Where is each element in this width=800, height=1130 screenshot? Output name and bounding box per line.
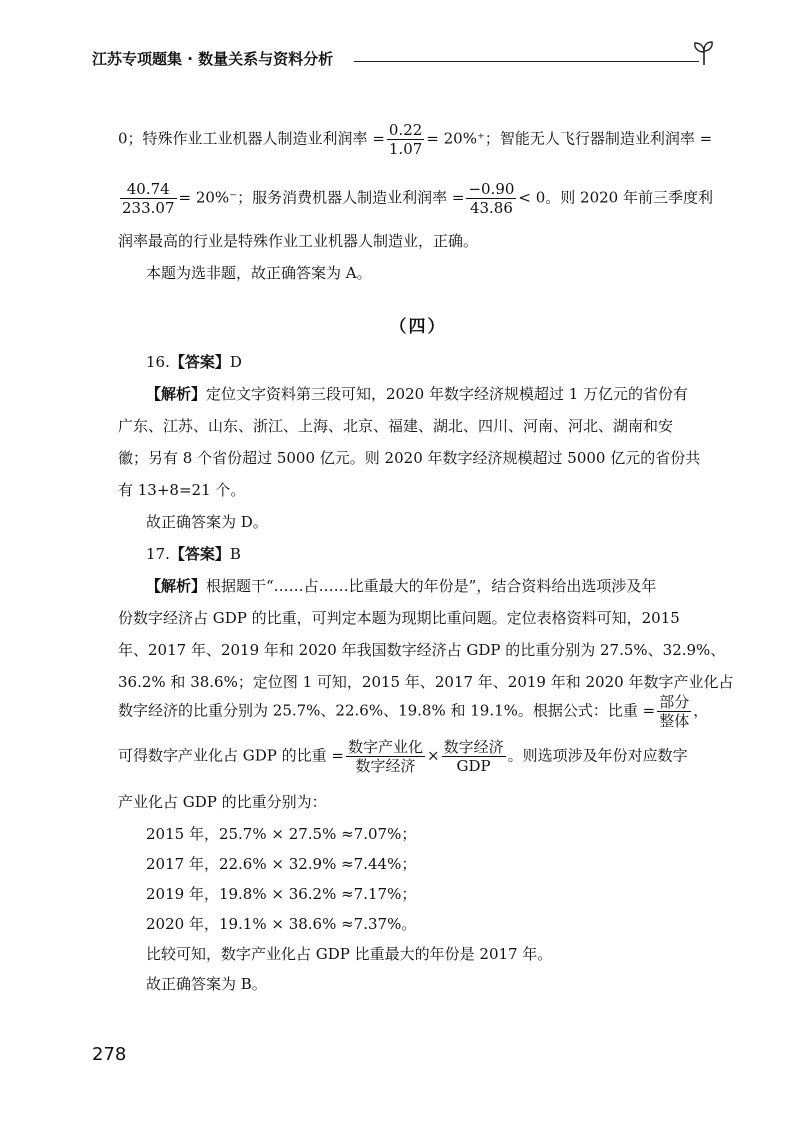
header-rule: [354, 61, 699, 62]
text-line: 故正确答案为 D。: [146, 513, 268, 531]
text-line: 润率最高的行业是特殊作业工业机器人制造业，正确。: [118, 232, 479, 250]
text-line: 徽；另有 8 个省份超过 5000 亿元。则 2020 年数字经济规模超过 5000 亿元的省份共: [118, 449, 701, 467]
text-line: 本题为选非题，故正确答案为 A。: [146, 264, 372, 282]
calc-line: 2015 年，25.7% × 27.5% ≈7.07%；: [146, 825, 417, 843]
fraction: $\frac{0.22}{1.07}$: [388, 121, 423, 158]
text-line: 0；特殊作业工业机器人制造业利润率 = $\frac{0.22}{1.07}$ = 20%⁺；智能无人飞行器制造业利润率 =: [118, 121, 713, 158]
fraction: $\frac{\text{部分}}{\text{整体}}$: [659, 693, 690, 730]
answer-line: 16.【答案】D: [146, 353, 242, 371]
text-line: 广东、江苏、山东、浙江、上海、北京、福建、湖北、四川、河南、河北、湖南和安: [118, 417, 674, 435]
section-heading: （四）: [389, 317, 447, 337]
text-line: 可得数字产业化占 GDP 的比重 = $\frac{\text{数字产业化}}{\text{数字经济}}$ × $\frac{\text{数字经济}}{\text{GDP}}$ 。则选项涉及年份对应数字: [118, 738, 688, 775]
text-line: 比较可知，数字产业化占 GDP 比重最大的年份是 2017 年。: [146, 945, 553, 963]
text-line: 年、2017 年、2019 年和 2020 年我国数字经济占 GDP 的比重分别为 27.5%、32.9%、: [118, 641, 726, 659]
text-line: 产业化占 GDP 的比重分别为：: [118, 793, 327, 811]
answer-line: 17.【答案】B: [146, 545, 241, 563]
fraction: $\frac{\text{数字经济}}{\text{GDP}}$: [443, 738, 504, 775]
text-line: 有 13+8=21 个。: [118, 481, 246, 499]
calc-line: 2020 年，19.1% × 38.6% ≈7.37%。: [146, 915, 417, 933]
analysis-line: 【解析】定位文字资料第三段可知，2020 年数字经济规模超过 1 万亿元的省份有: [146, 385, 689, 403]
header-title: 江苏专项题集 · 数量关系与资料分析: [92, 50, 334, 68]
text-line: 数字经济的比重分别为 25.7%、22.6%、19.8% 和 19.1%。根据公式：比重 = $\frac{\text{部分}}{\text{整体}}$ ，: [118, 693, 709, 730]
fraction: $\frac{\text{数字产业化}}{\text{数字经济}}$: [347, 738, 423, 775]
fraction: $\frac{40.74}{233.07}$: [122, 180, 175, 217]
calc-line: 2017 年，22.6% × 32.9% ≈7.44%；: [146, 855, 417, 873]
page-number: 278: [92, 1044, 127, 1065]
text-line: $\frac{40.74}{233.07}$ = 20%⁻；服务消费机器人制造业利润率 = $\frac{-0.90}{43.86}$ < 0。则 2020 年前三季度利: [122, 180, 713, 217]
analysis-line: 【解析】根据题干“……占……比重最大的年份是”，结合资料给出选项涉及年: [146, 577, 657, 595]
text-line: 份数字经济占 GDP 的比重，可判定本题为现期比重问题。定位表格资料可知，2015: [118, 609, 680, 627]
sprout-icon: [692, 40, 716, 66]
running-header: [92, 36, 720, 76]
calc-line: 2019 年，19.8% × 36.2% ≈7.17%；: [146, 885, 417, 903]
text-line: 故正确答案为 B。: [146, 975, 267, 993]
text-line: 36.2% 和 38.6%；定位图 1 可知，2015 年、2017 年、2019 年和 2020 年数字产业化占: [118, 673, 734, 691]
fraction: $\frac{-0.90}{43.86}$: [468, 180, 515, 217]
